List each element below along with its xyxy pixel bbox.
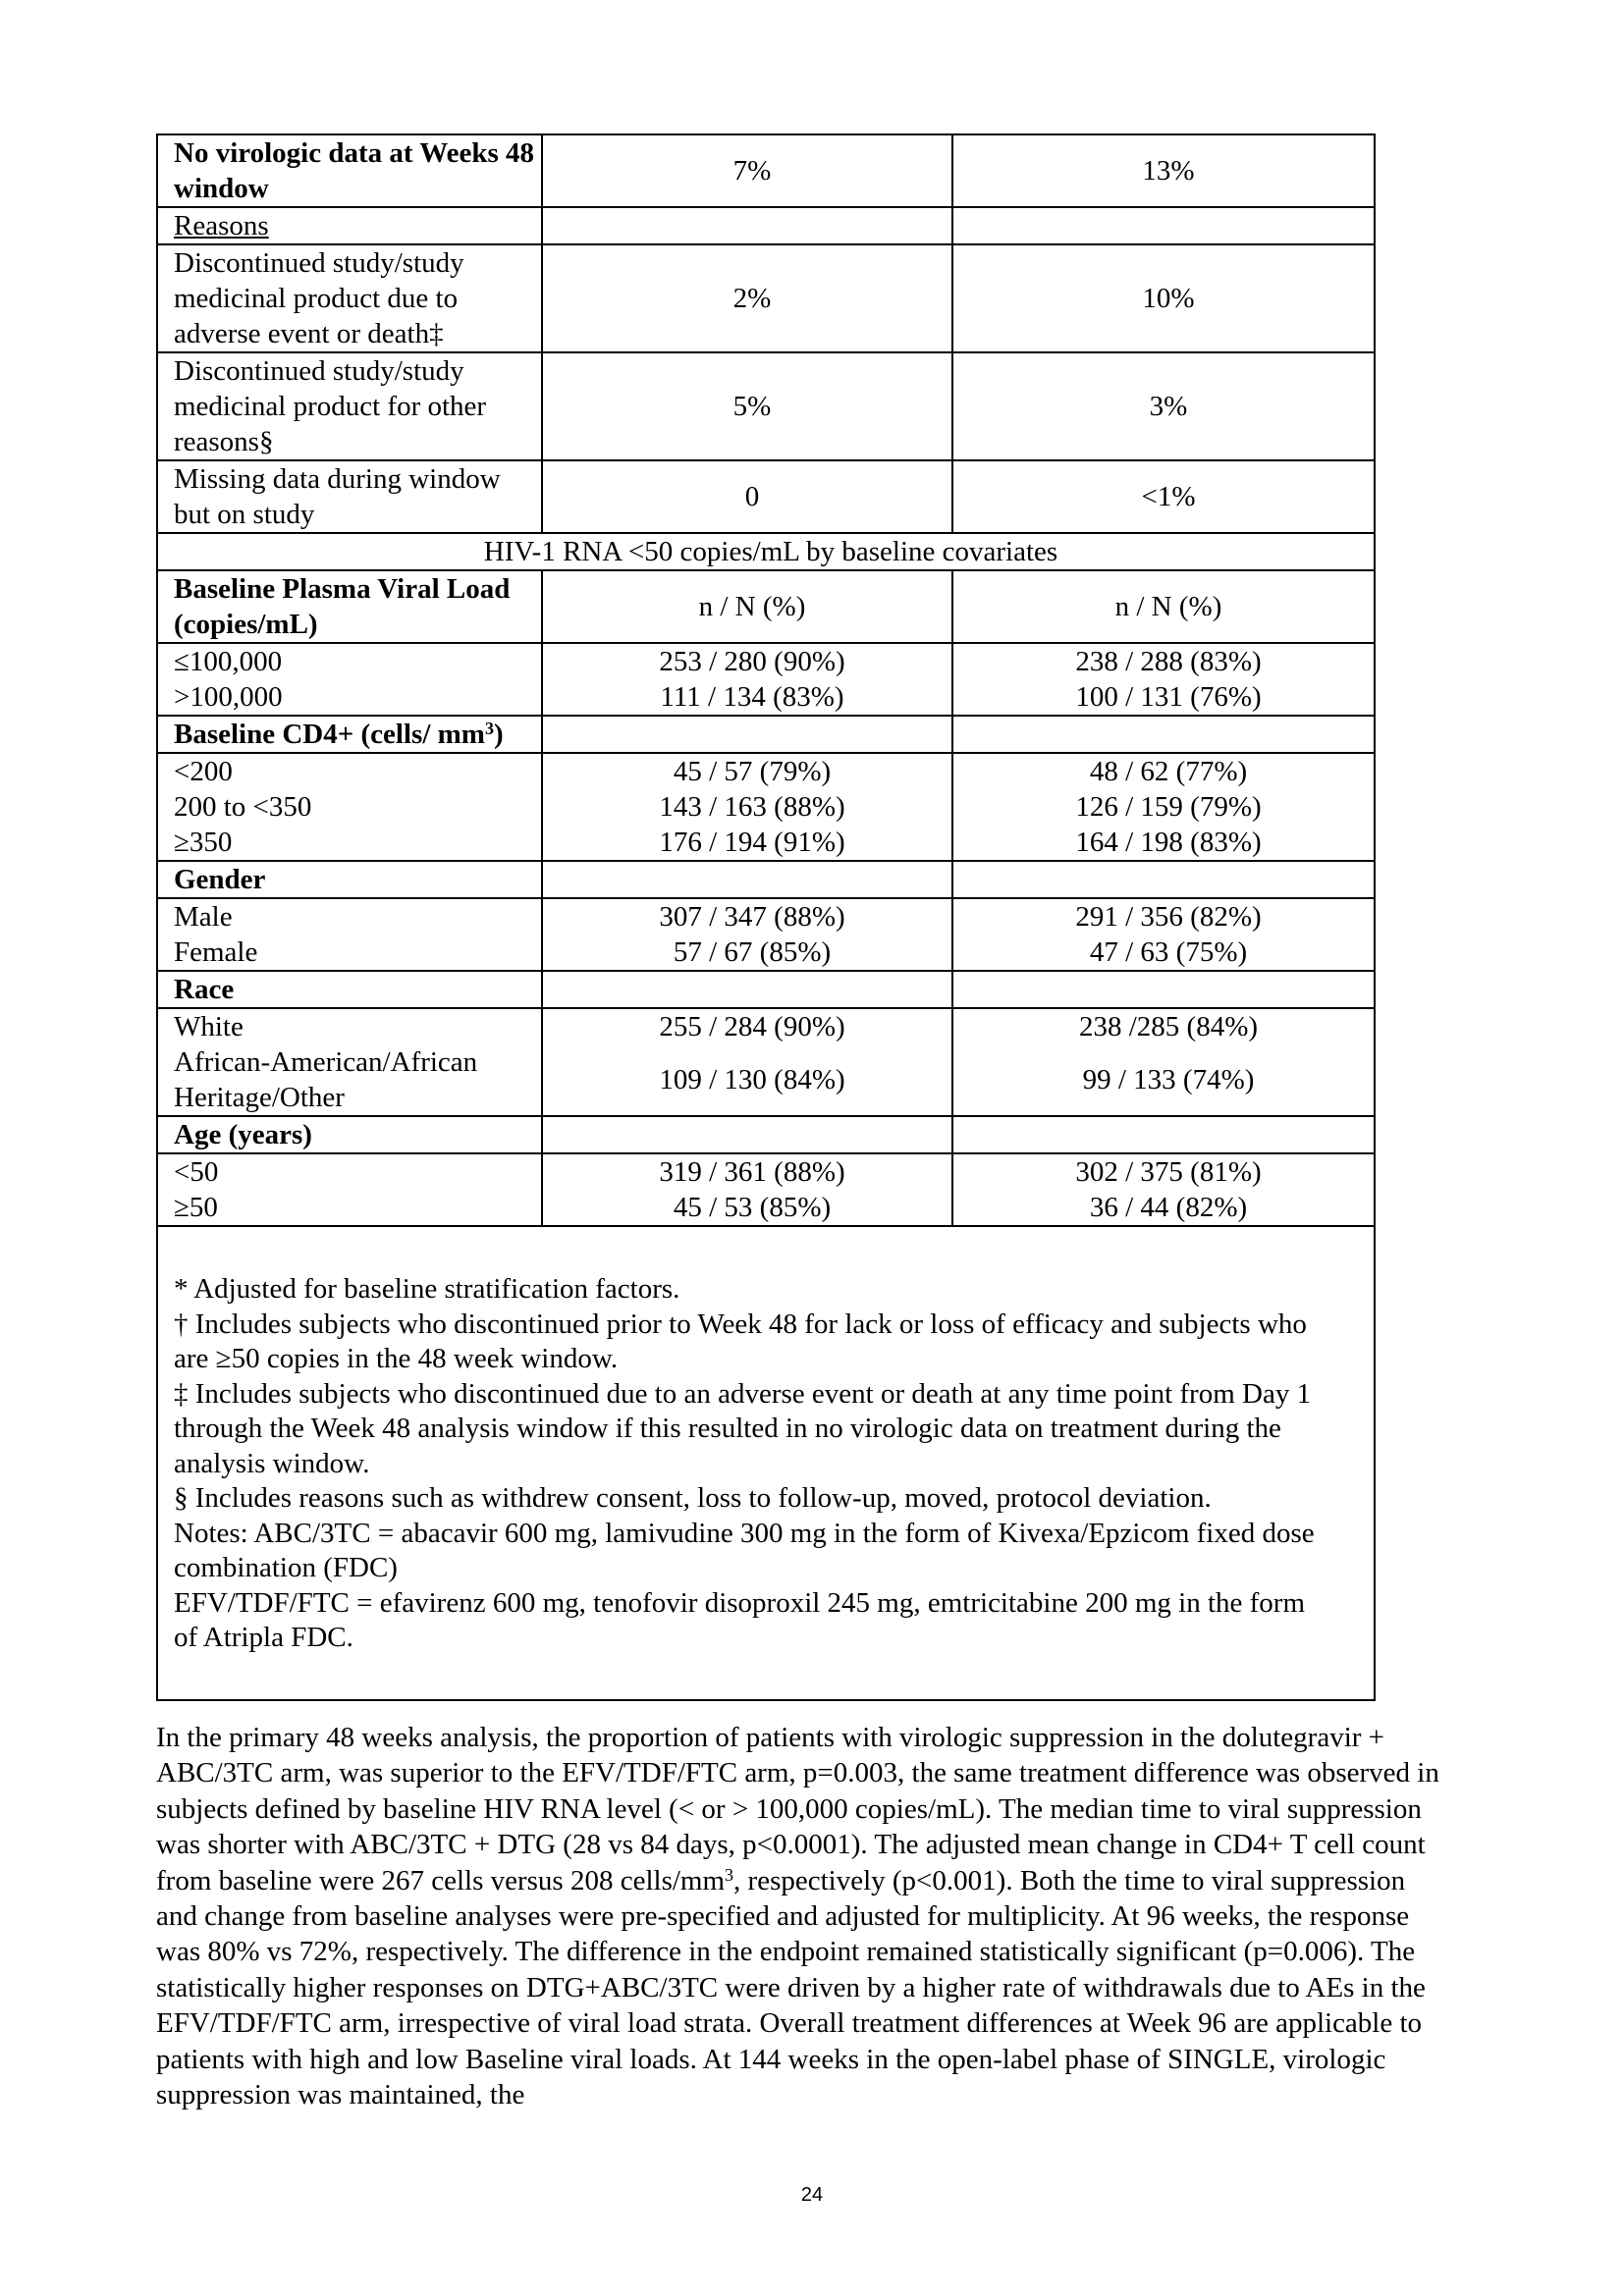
body-paragraph: In the primary 48 weeks analysis, the proportion of patients with virologic suppression in the dolutegravir + ABC/3TC arm, was superior to the EFV/TDF/FTC arm, p=0.003, the same treatment difference was observed in subjects defined by baseline HIV RNA level (< or > 100,000 copies/mL). The median time to viral suppression was shorter with ABC/3TC + DTG (28 vs 84 days, p<0.0001). The adjusted mean change in CD4+ T cell count from baseline were 267 cells versus 208 cells/$mm^3$, respectively (p<0.001). Both the time to viral suppression and change from baseline analyses were pre-specified and adjusted for multiplicity. At 96 weeks, the response was 80% vs 72%, respectively. The difference in the endpoint remained statistically significant (p=0.006). The statistically higher responses on DTG+ABC/3TC were driven by a higher rate of withdrawals due to AEs in the EFV/TDF/FTC arm, irrespective of viral load strata. Overall treatment differences at Week 96 are applicable to patients with high and low Baseline viral loads. At 144 weeks in the open-label phase of SINGLE, virologic suppression was maintained, the	[156, 1722, 1439, 2111]
table-row	[157, 533, 1375, 570]
table-row	[157, 1190, 1375, 1226]
row-label: <50	[157, 1153, 542, 1190]
cell-value: 126 / 159 (79%)	[952, 789, 1375, 825]
table-footnotes	[157, 1226, 1375, 1700]
table-row	[157, 934, 1375, 971]
table-row	[157, 1153, 1375, 1190]
cell-value: 111 / 134 (83%)	[542, 679, 952, 716]
table-row	[157, 207, 1375, 244]
table-row	[157, 570, 1375, 643]
table-row	[157, 1044, 1375, 1116]
table-row	[157, 1116, 1375, 1153]
column-header: n / N (%)	[542, 570, 952, 643]
cell-value: 253 / 280 (90%)	[542, 643, 952, 679]
table-row	[157, 643, 1375, 679]
table-row	[157, 244, 1375, 352]
row-label: White	[157, 1008, 542, 1044]
cell-value: 57 / 67 (85%)	[542, 934, 952, 971]
cell-value: 100 / 131 (76%)	[952, 679, 1375, 716]
cell-value	[542, 207, 952, 244]
row-label: Missing data during window but on study	[157, 460, 542, 533]
table-row	[157, 134, 1375, 207]
cell-value	[952, 207, 1375, 244]
viral-load-heading: Baseline Plasma Viral Load (copies/mL)	[157, 570, 542, 643]
row-label: >100,000	[157, 679, 542, 716]
table-row	[157, 460, 1375, 533]
row-label: ≥50	[157, 1190, 542, 1226]
row-label: Male	[157, 898, 542, 934]
cell-value: 5%	[542, 352, 952, 460]
cell-value: 45 / 53 (85%)	[542, 1190, 952, 1226]
page-number: 24	[800, 2184, 824, 2206]
cell-value: 0	[542, 460, 952, 533]
cd4-heading: Baseline CD4+ (cells/ $mm^3$)	[157, 716, 542, 753]
table-row	[157, 825, 1375, 861]
row-label: Discontinued study/study medicinal product due to adverse event or death‡	[157, 244, 542, 352]
footnote: § Includes reasons such as withdrew consent, loss to follow-up, moved, protocol deviation.	[174, 1482, 1212, 1514]
table-row	[157, 1008, 1375, 1044]
cell-value: 176 / 194 (91%)	[542, 825, 952, 861]
row-label: Discontinued study/study medicinal product for other reasons§	[157, 352, 542, 460]
age-heading: Age (years)	[157, 1116, 542, 1153]
column-header: n / N (%)	[952, 570, 1375, 643]
table-row	[157, 352, 1375, 460]
table-row	[157, 716, 1375, 753]
table-row	[157, 789, 1375, 825]
cell-value: 109 / 130 (84%)	[542, 1044, 952, 1116]
row-label: ≥350	[157, 825, 542, 861]
cell-value: 3%	[952, 352, 1375, 460]
table-row	[157, 679, 1375, 716]
cell-value: <1%	[952, 460, 1375, 533]
row-label: Reasons	[157, 207, 542, 244]
cell-value: 164 / 198 (83%)	[952, 825, 1375, 861]
cell-value: 319 / 361 (88%)	[542, 1153, 952, 1190]
race-heading: Race	[157, 971, 542, 1008]
table-row	[157, 898, 1375, 934]
cell-value: 143 / 163 (88%)	[542, 789, 952, 825]
cell-value: 13%	[952, 134, 1375, 207]
cell-value: 36 / 44 (82%)	[952, 1190, 1375, 1226]
row-label: No virologic data at Weeks 48 window	[157, 134, 542, 207]
footnote: † Includes subjects who discontinued prior to Week 48 for lack or loss of efficacy and subjects who are ≥50 copies in the 48 week window.	[174, 1308, 1307, 1374]
cell-value: 99 / 133 (74%)	[952, 1044, 1375, 1116]
table-row	[157, 971, 1375, 1008]
cell-value: 291 / 356 (82%)	[952, 898, 1375, 934]
row-label: 200 to <350	[157, 789, 542, 825]
footnote: Notes: ABC/3TC = abacavir 600 mg, lamivudine 300 mg in the form of Kivexa/Epzicom fixed dose combination (FDC)	[174, 1517, 1315, 1583]
cell-value: 2%	[542, 244, 952, 352]
table-row	[157, 861, 1375, 898]
cell-value: 302 / 375 (81%)	[952, 1153, 1375, 1190]
row-label: African-American/African Heritage/Other	[157, 1044, 542, 1116]
cell-value: 7%	[542, 134, 952, 207]
cell-value: 307 / 347 (88%)	[542, 898, 952, 934]
cell-value: 255 / 284 (90%)	[542, 1008, 952, 1044]
cell-value: 238 /285 (84%)	[952, 1008, 1375, 1044]
footnote: ‡ Includes subjects who discontinued due to an adverse event or death at any time point from Day 1 through the Week 48 analysis window if this resulted in no virologic data on treatment during the analysis window.	[174, 1377, 1312, 1479]
footnote: EFV/TDF/FTC = efavirenz 600 mg, tenofovir disoproxil 245 mg, emtricitabine 200 mg in the form of Atripla FDC.	[174, 1586, 1306, 1653]
efficacy-results-table	[156, 133, 1376, 1701]
row-label: ≤100,000	[157, 643, 542, 679]
row-label: Female	[157, 934, 542, 971]
covariates-heading: HIV-1 RNA <50 copies/mL by baseline covariates	[157, 533, 1375, 570]
cell-value: 10%	[952, 244, 1375, 352]
cell-value: 238 / 288 (83%)	[952, 643, 1375, 679]
cell-value: 47 / 63 (75%)	[952, 934, 1375, 971]
footnote: * Adjusted for baseline stratification factors.	[174, 1273, 680, 1305]
gender-heading: Gender	[157, 861, 542, 898]
table-row	[157, 753, 1375, 789]
cell-value: 45 / 57 (79%)	[542, 753, 952, 789]
row-label: <200	[157, 753, 542, 789]
cell-value: 48 / 62 (77%)	[952, 753, 1375, 789]
